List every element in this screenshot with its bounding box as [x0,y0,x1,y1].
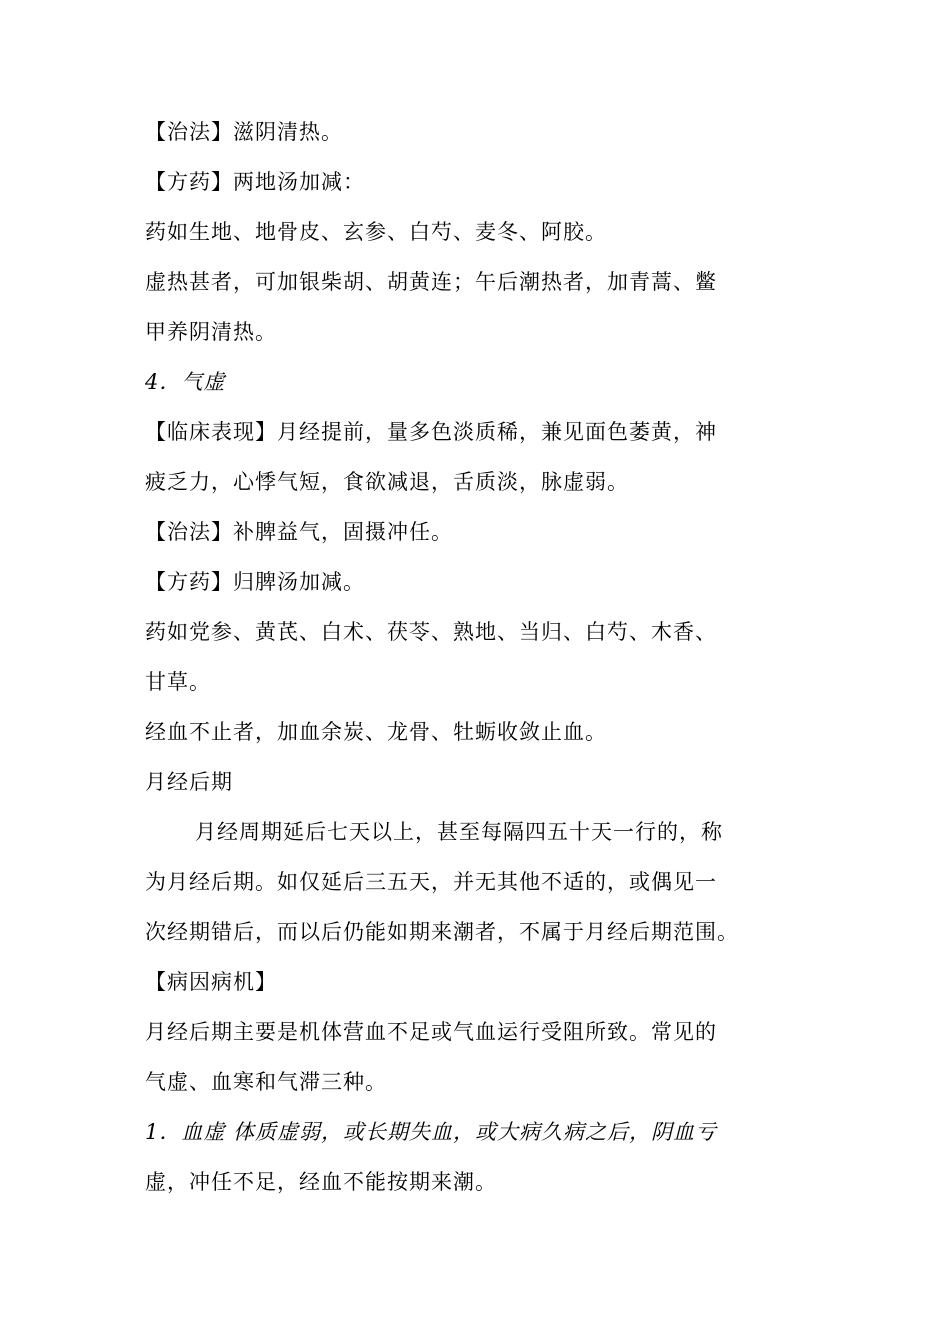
etiology-line-1: 月经后期主要是机体营血不足或气血运行受阻所致。常见的 [145,1020,717,1044]
prescription-line: 【方药】归脾汤加减。 [145,570,365,594]
blood-deficiency-line-1: 1．血虚 体质虚弱，或长期失血，或大病久病之后，阴血亏 [145,1120,718,1144]
treatment-line: 【治法】补脾益气，固摄冲任。 [145,520,453,544]
treatment-heading-line: 【治法】滋阴清热。 [145,120,343,144]
herbs-line: 药如生地、地骨皮、玄参、白芍、麦冬、阿胶。 [145,220,607,244]
etiology-heading: 【病因病机】 [145,970,277,994]
herbs-line-2-cont: 甘草。 [145,670,211,694]
section-heading-qi-deficiency: 4．气虚 [145,370,226,394]
prescription-heading-line: 【方药】两地汤加减： [145,170,365,194]
modification-line: 虚热甚者，可加银柴胡、胡黄连；午后潮热者，加青蒿、鳖 [145,270,717,294]
definition-paragraph-line-2: 为月经后期。如仅延后三五天，并无其他不适的，或偶见一 [145,870,717,894]
clinical-manifestation-line-cont: 疲乏力，心悸气短，食欲减退，舌质淡，脉虚弱。 [145,470,629,494]
bleeding-modification-line: 经血不止者，加血余炭、龙骨、牡蛎收敛止血。 [145,720,607,744]
definition-paragraph-line-1: 月经周期延后七天以上，甚至每隔四五十天一行的，称 [195,820,723,844]
clinical-manifestation-line: 【临床表现】月经提前，量多色淡质稀，兼见面色萎黄，神 [145,420,717,444]
modification-line-cont: 甲养阴清热。 [145,320,277,344]
body-text [145,107,810,1207]
definition-paragraph-line-3: 次经期错后，而以后仍能如期来潮者，不属于月经后期范围。 [145,920,739,944]
section-heading-delayed-menstruation: 月经后期 [145,770,233,794]
etiology-line-2: 气虚、血寒和气滞三种。 [145,1070,387,1094]
herbs-line-2: 药如党参、黄芪、白术、茯苓、熟地、当归、白芍、木香、 [145,620,717,644]
blood-deficiency-line-2: 虚，冲任不足，经血不能按期来潮。 [145,1170,497,1194]
